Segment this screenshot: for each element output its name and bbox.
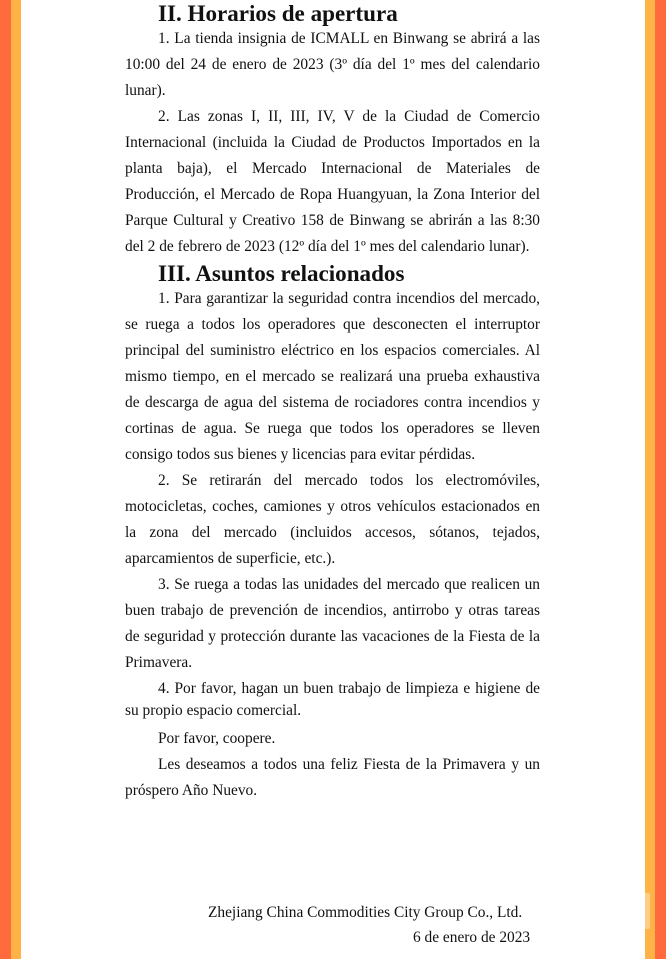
left-border-outer — [0, 0, 11, 959]
section-title-related-matters: III. Asuntos relacionados — [158, 260, 405, 286]
paragraph: 2. Las zonas I, II, III, IV, V de la Ciudad de Comercio Internacional (incluida la Ciudad de Productos Importados en la planta baja), el Mercado Internacional de Materiales de Producción, el Mercado de Ropa Huangyuan, la Zona Interior del Parque Cultural y Creativo 158 de Binwang se abrirán a las 8:30 del 2 de febrero de 2023 (12º día del 1º mes del calendario lunar). — [125, 108, 540, 255]
paragraph: 4. Por favor, hagan un buen trabajo de limpieza e higiene de su propio espacio comercial. — [125, 680, 540, 719]
section-title-opening-hours: II. Horarios de apertura — [158, 0, 398, 26]
closing-request: Por favor, coopere. — [158, 730, 276, 747]
document-body — [125, 0, 540, 804]
right-border-outer — [655, 0, 666, 959]
signature-company: Zhejiang China Commodities City Group Co., Ltd. — [208, 904, 523, 921]
watermark — [644, 893, 650, 929]
signature-date: 6 de enero de 2023 — [413, 929, 531, 946]
paragraph: 2. Se retirarán del mercado todos los electromóviles, motocicletas, coches, camiones y otros vehículos estacionados en la zona del mercado (incluidos accesos, sótanos, tejados, aparcamientos de superficie, etc.). — [125, 472, 540, 567]
paragraph: 1. Para garantizar la seguridad contra incendios del mercado, se ruega a todos los operadores que desconecten el interruptor principal del suministro eléctrico en los espacios comerciales. Al mismo tiempo, en el mercado se realizará una prueba exhaustiva de descarga de agua del sistema de rociadores contra incendios y cortinas de agua. Se ruega que todos los operadores se lleven consigo todos sus bienes y licencias para evitar pérdidas. — [125, 290, 540, 463]
left-border-inner — [11, 0, 21, 959]
right-border-inner — [645, 0, 655, 959]
paragraph: 3. Se ruega a todas las unidades del mercado que realicen un buen trabajo de prevención de incendios, antirrobo y otras tareas de seguridad y protección durante las vacaciones de la Fiesta de la Primavera. — [125, 576, 540, 671]
paragraph: 1. La tienda insignia de ICMALL en Binwang se abrirá a las 10:00 del 24 de enero de 2023 (3º día del 1º mes del calendario lunar). — [125, 30, 540, 99]
closing-greeting: Les deseamos a todos una feliz Fiesta de la Primavera y un próspero Año Nuevo. — [125, 756, 540, 799]
